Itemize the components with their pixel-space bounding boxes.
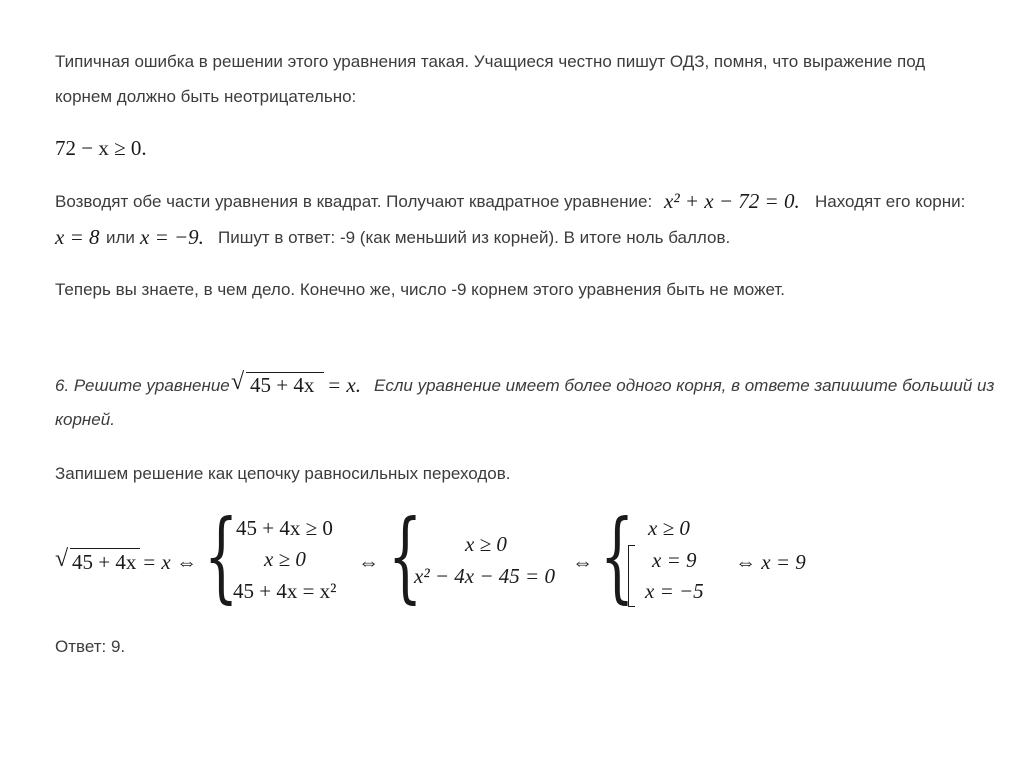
alternative-1: x = 9 bbox=[652, 548, 697, 572]
paragraph-1-line-2: корнем должно быть неотрицательно: bbox=[55, 87, 357, 106]
chain-sqrt-bar bbox=[70, 548, 140, 549]
or-word: или bbox=[106, 228, 135, 247]
root-2: x = −9. bbox=[140, 225, 204, 249]
system-1-row-1: 45 + 4x ≥ 0 bbox=[236, 516, 333, 540]
paragraph-1-line-1: Типичная ошибка в решении этого уравнения такая. Учащиеся честно пишут ОДЗ, помня, что выражение под bbox=[55, 52, 926, 71]
system-1-row-3: 45 + 4x = x² bbox=[233, 579, 337, 603]
system-2-brace: { bbox=[388, 500, 423, 614]
system-1-brace: { bbox=[204, 500, 239, 614]
system-3-row-1: x ≥ 0 bbox=[648, 516, 690, 540]
answer: Ответ: 9. bbox=[55, 637, 126, 656]
paragraph-4: Запишем решение как цепочку равносильных переходов. bbox=[55, 464, 511, 483]
task-condition: Если уравнение имеет более одного корня, в ответе запишите больший из bbox=[374, 376, 995, 395]
equiv-arrow-2: ⇔ bbox=[572, 550, 593, 574]
paragraph-2-text-2: Находят его корни: bbox=[815, 192, 966, 211]
task-equals: = x. bbox=[327, 373, 361, 397]
final-result: ⇔ x = 9 bbox=[735, 550, 806, 574]
chain-lhs-equals: = x ⇔ bbox=[142, 550, 197, 574]
paragraph-3: Теперь вы знаете, в чем дело. Конечно же, число -9 корнем этого уравнения быть не может. bbox=[55, 280, 785, 299]
paragraph-2-text-1: Возводят обе части уравнения в квадрат. Получают квадратное уравнение: bbox=[55, 192, 653, 211]
system-2-row-1: x ≥ 0 bbox=[465, 532, 507, 556]
root-1: x = 8 bbox=[55, 225, 100, 249]
system-1-row-2: x ≥ 0 bbox=[264, 547, 306, 571]
chain-sqrt-symbol: √ bbox=[55, 546, 69, 572]
equiv-arrow-1: ⇔ bbox=[358, 550, 379, 574]
paragraph-2-text-3: Пишут в ответ: -9 (как меньший из корней). В итоге ноль баллов. bbox=[218, 228, 731, 247]
quadratic-equation: x² + x − 72 = 0. bbox=[664, 189, 800, 213]
task-radicand: 45 + 4x bbox=[250, 373, 315, 397]
odz-inequality: 72 − x ≥ 0. bbox=[55, 136, 147, 160]
system-2-row-2: x² − 4x − 45 = 0 bbox=[414, 564, 555, 588]
task-line-2: корней. bbox=[55, 410, 115, 429]
task-intro: 6. Решите уравнение bbox=[55, 376, 230, 395]
alternative-2: x = −5 bbox=[645, 579, 704, 603]
sqrt-symbol: √ bbox=[231, 369, 245, 395]
system-3-brace: { bbox=[600, 500, 635, 614]
chain-radicand: 45 + 4x bbox=[72, 550, 137, 574]
alternatives-bracket bbox=[628, 545, 635, 607]
